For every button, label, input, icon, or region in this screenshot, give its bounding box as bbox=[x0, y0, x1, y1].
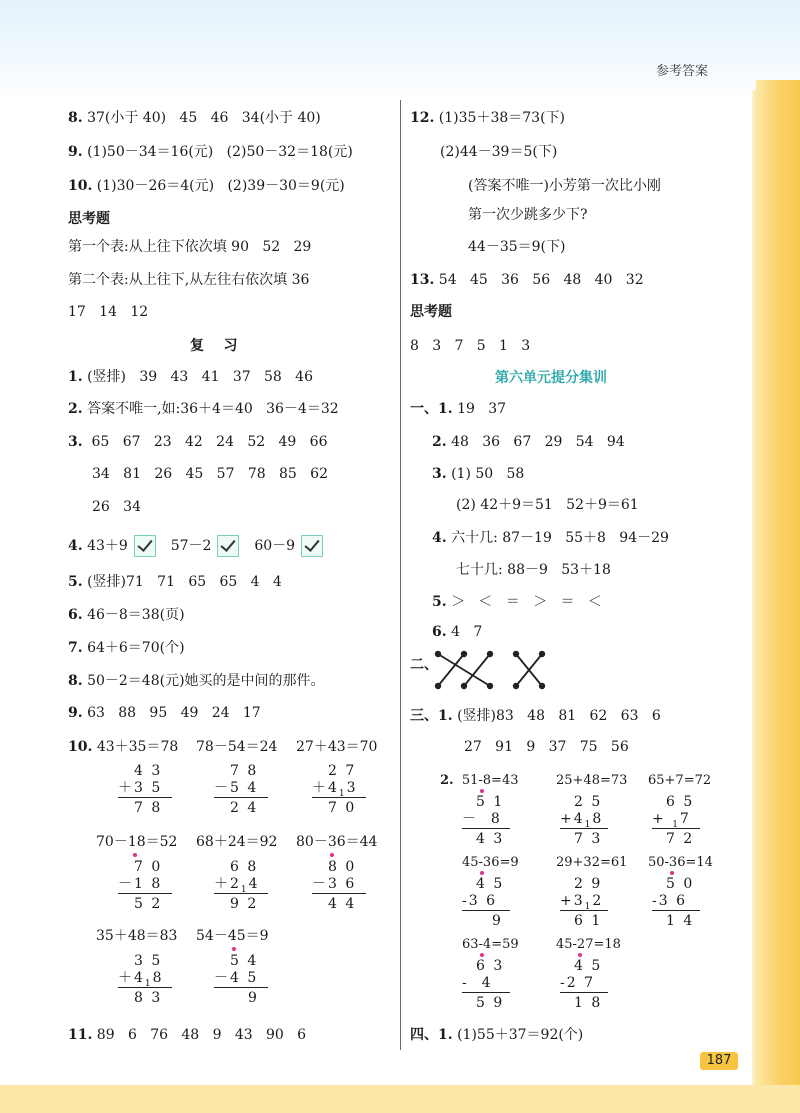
review-2: 2. 答案不唯一,如:36＋4＝40 36－4＝32 bbox=[68, 401, 339, 417]
page-top-background bbox=[0, 0, 800, 100]
part1-q1: 一、1. 19 37 bbox=[410, 401, 507, 417]
match-dot bbox=[435, 683, 441, 689]
review-9: 9. 63 88 95 49 24 17 bbox=[68, 705, 261, 721]
review-3: 3. 65 67 23 42 24 52 49 66 bbox=[68, 434, 328, 450]
answer-12-part2: (2)44－39＝5(下) bbox=[440, 144, 558, 160]
part1-q2: 2. 48 36 67 29 54 94 bbox=[432, 434, 625, 450]
part1-q3: 3. (1) 50 58 bbox=[432, 466, 525, 482]
match-dot bbox=[461, 651, 467, 657]
answer-9: 9. (1)50－34＝16(元) (2)50－32＝18(元) bbox=[68, 144, 353, 160]
column-divider bbox=[400, 100, 401, 1050]
equation: 50-36=14 bbox=[648, 855, 713, 870]
vertical-calc: 4 3 ＋3 5 7 8 bbox=[118, 762, 172, 816]
vertical-calc: 5 4 －4 5 9 bbox=[214, 952, 268, 1006]
unit-title: 第六单元提分集训 bbox=[495, 370, 607, 386]
borrow-dot bbox=[133, 853, 137, 857]
equation: 27＋43＝70 bbox=[296, 739, 378, 755]
thinking-title: 思考题 bbox=[68, 211, 110, 227]
review-7: 7. 64＋6＝70(个) bbox=[68, 640, 185, 656]
part1-q5: 5. ＞ ＜ ＝ ＞ ＝ ＜ bbox=[432, 594, 602, 610]
review-3-row3: 26 34 bbox=[92, 499, 141, 515]
vertical-calc: 5 0 -3 6 1 4 bbox=[652, 875, 700, 929]
page-header: 参考答案 bbox=[655, 64, 708, 79]
vertical-calc: 8 0 －3 6 4 4 bbox=[312, 858, 366, 912]
borrow-dot bbox=[232, 947, 236, 951]
borrow-dot bbox=[330, 853, 334, 857]
review-11: 11. 89 6 76 48 9 43 90 6 bbox=[68, 1027, 307, 1043]
equation: 78－54＝24 bbox=[196, 739, 278, 755]
equation: 70－18＝52 bbox=[96, 834, 178, 850]
answer-12-question: 第一次少跳多少下? bbox=[468, 207, 588, 223]
answer-8: 8. 37(小于 40) 45 46 34(小于 40) bbox=[68, 110, 321, 126]
match-dot bbox=[461, 683, 467, 689]
match-dot bbox=[539, 651, 545, 657]
page-number: 187 bbox=[700, 1052, 738, 1070]
vertical-calc: 2 7 $+4_13$ 7 0 bbox=[312, 762, 366, 816]
vertical-calc: 4 5 -2 7 1 8 bbox=[560, 957, 608, 1011]
vertical-calc: 3 5 $+4_18$ 8 3 bbox=[118, 952, 172, 1006]
part1-q4-part2: 七十几: 88－9 53＋18 bbox=[456, 562, 611, 578]
match-dot bbox=[487, 683, 493, 689]
answer-13: 13. 54 45 36 56 48 40 32 bbox=[410, 272, 644, 288]
part3-q2-row1: 2. 51-8=43 bbox=[440, 773, 519, 788]
equation: 45-36=9 bbox=[462, 855, 519, 870]
match-line bbox=[438, 654, 490, 686]
match-dot bbox=[513, 683, 519, 689]
equation: 80－36＝44 bbox=[296, 834, 378, 850]
vertical-calc: 7 0 －1 8 5 2 bbox=[118, 858, 172, 912]
review-5: 5. (竖排)71 71 65 65 4 4 bbox=[68, 574, 282, 590]
thinking-answer: 8 3 7 5 1 3 bbox=[410, 338, 531, 354]
book-spine bbox=[756, 80, 800, 1113]
thinking-line-1: 第一个表:从上往下依次填 90 52 29 bbox=[68, 239, 312, 255]
part1-q6: 6. 4 7 bbox=[432, 624, 483, 640]
checkmark-icon bbox=[217, 535, 239, 557]
answer-12-note: (答案不唯一)小芳第一次比小刚 bbox=[468, 178, 661, 194]
vertical-calc: 5 1 － 8 4 3 bbox=[462, 793, 510, 847]
review-3-row2: 34 81 26 45 57 78 85 62 bbox=[92, 466, 328, 482]
part1-q3-part2: (2) 42＋9＝51 52＋9＝61 bbox=[456, 497, 639, 513]
match-line bbox=[438, 654, 464, 686]
match-dot bbox=[487, 651, 493, 657]
part3-q1: 三、1. (竖排)83 48 81 62 63 6 bbox=[410, 708, 661, 724]
page-bottom-band bbox=[0, 1085, 800, 1113]
equation: 35＋48＝83 bbox=[96, 928, 178, 944]
vertical-calc: 7 8 －5 4 2 4 bbox=[214, 762, 268, 816]
vertical-calc: 2 9 $+3_12$ 6 1 bbox=[560, 875, 608, 929]
review-8: 8. 50－2＝48(元)她买的是中间的那件。 bbox=[68, 673, 325, 689]
answer-12: 12. (1)35＋38＝73(下) bbox=[410, 110, 566, 126]
equation: 29+32=61 bbox=[556, 855, 628, 870]
vertical-calc: 4 5 -3 6 9 bbox=[462, 875, 510, 929]
thinking-line-2: 第二个表:从上往下,从左往右依次填 36 bbox=[68, 272, 310, 288]
review-4: 4. 43＋9 57－2 60－9 bbox=[68, 534, 329, 558]
vertical-calc: 6 5 + $_1$7 7 2 bbox=[652, 793, 700, 847]
part4-q1: 四、1. (1)55＋37＝92(个) bbox=[410, 1027, 584, 1043]
vertical-calc: 2 5 $+4_18$ 7 3 bbox=[560, 793, 608, 847]
equation: 54－45＝9 bbox=[196, 928, 269, 944]
part3-q1-part2: 27 91 9 37 75 56 bbox=[464, 739, 629, 755]
match-dot bbox=[539, 683, 545, 689]
review-10-row1: 10. 43＋35＝78 bbox=[68, 739, 179, 755]
thinking-line-3: 17 14 12 bbox=[68, 304, 149, 320]
review-6: 6. 46－8＝38(页) bbox=[68, 607, 185, 623]
part2-label: 二、 bbox=[410, 657, 438, 673]
matching-lines-diagram bbox=[432, 648, 548, 692]
equation: 45-27=18 bbox=[556, 937, 621, 952]
answer-10: 10. (1)30－26＝4(元) (2)39－30＝9(元) bbox=[68, 178, 345, 194]
thinking-title: 思考题 bbox=[410, 304, 452, 320]
answer-12-solution: 44－35＝9(下) bbox=[468, 239, 566, 255]
equation: 68＋24＝92 bbox=[196, 834, 278, 850]
equation: 25+48=73 bbox=[556, 773, 628, 788]
vertical-calc: 6 3 - 4 5 9 bbox=[462, 957, 510, 1011]
equation: 63-4=59 bbox=[462, 937, 519, 952]
vertical-calc: 6 8 $+2_14$ 9 2 bbox=[214, 858, 268, 912]
match-dot bbox=[513, 651, 519, 657]
match-line bbox=[464, 654, 490, 686]
review-title: 复 习 bbox=[190, 338, 238, 354]
equation: 65+7=72 bbox=[648, 773, 712, 788]
review-1: 1. (竖排) 39 43 41 37 58 46 bbox=[68, 369, 313, 385]
checkmark-icon bbox=[134, 535, 156, 557]
checkmark-icon bbox=[301, 535, 323, 557]
match-dot bbox=[435, 651, 441, 657]
part1-q4: 4. 六十几: 87－19 55＋8 94－29 bbox=[432, 530, 669, 546]
